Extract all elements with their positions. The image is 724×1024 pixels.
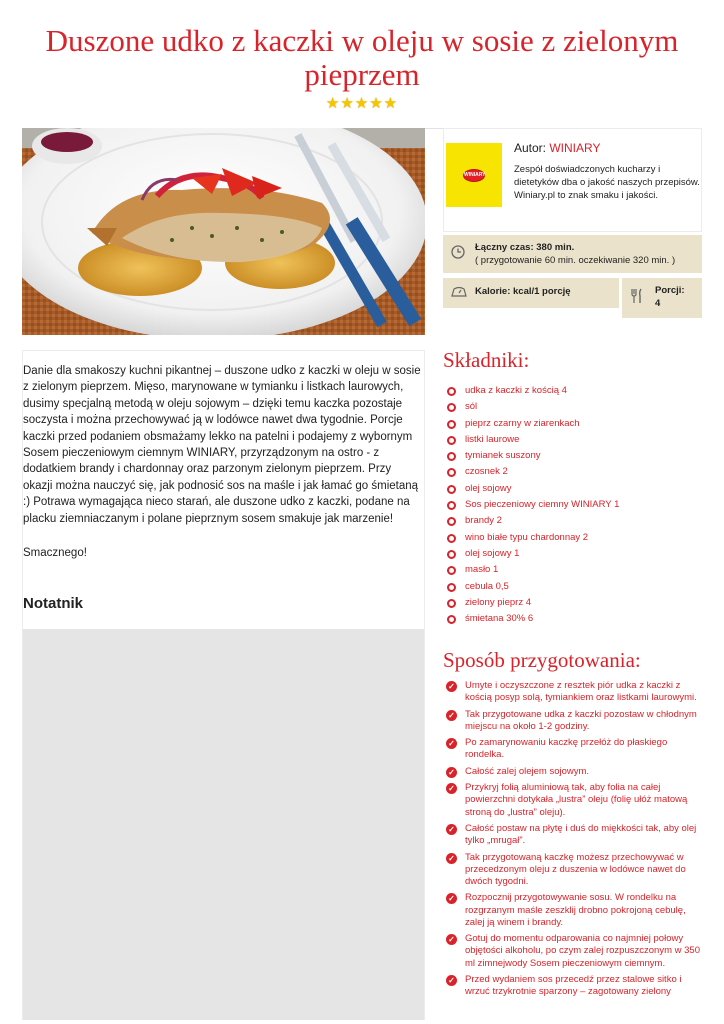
bullet-icon — [447, 452, 456, 461]
bullet-icon — [447, 501, 456, 510]
star-icon[interactable]: ★ — [325, 95, 341, 112]
author-link[interactable]: WINIARY — [549, 141, 601, 155]
calories: Kalorie: kcal/1 porcję — [475, 286, 571, 297]
portions-label: Porcji: — [655, 285, 685, 296]
winiary-logo-icon: WINIARY — [463, 169, 485, 182]
check-icon: ✓ — [446, 767, 457, 778]
star-icon[interactable]: ★ — [369, 95, 384, 112]
star-icon[interactable]: ★ — [383, 95, 399, 112]
winiary-logo — [446, 143, 502, 207]
preparation-steps — [446, 680, 700, 1003]
step-item: ✓ Całość postaw na płytę i duś do miękkości tak, aby olej tylko „mrugał”. — [446, 823, 700, 847]
bullet-icon — [447, 517, 456, 526]
step-item: ✓ Przed wydaniem sos przecedź przez stalowe sitko i wrzuć trzykrotnie sparzony – zagotowany zielony — [446, 974, 700, 998]
ingredient-item: tymianek suszony — [446, 449, 619, 465]
recipe-description: Danie dla smakoszy kuchni pikantnej – duszone udko z kaczki w oleju w sosie z zielonym pieprzem. Mięso, marynowane w tymianku i listkach laurowych, dusimy specjalną metodą w oleju sojowym – dzięki temu kaczka pozostaje soczysta i można przechowywać ją w lodówce nawet dwa tygodnie. Porcje kaczki przed podaniem obsmażamy lekko na patelni i podajemy z wybornym Sosem pieczeniowym ciemnym WINIARY, przyrządzonym na ostro - z dodatkiem brandy i chardonnay oraz parzonym zielonym pieprzem. Przy okazji można nauczyć się, jak podnosić sos na maśle i jak łamać go śmietaną :) Potrawa wymagająca nieco starań, ale duszone udko z kaczki, podane na placku ziemniaczanym i polane pieprznym sosem smakuje jak marzenie! — [23, 365, 421, 525]
scale-icon — [451, 284, 467, 301]
author-card — [443, 128, 702, 232]
ingredient-item: listki laurowe — [446, 433, 619, 449]
ingredient-item: olej sojowy — [446, 482, 619, 498]
bullet-icon — [447, 403, 456, 412]
bullet-icon — [447, 615, 456, 624]
ingredient-item: brandy 2 — [446, 514, 619, 530]
bullet-icon — [447, 534, 456, 543]
check-icon: ✓ — [446, 681, 457, 692]
bullet-icon — [447, 485, 456, 494]
total-time: Łączny czas: 380 min. — [475, 242, 575, 253]
ingredient-item: udka z kaczki z kością 4 — [446, 384, 619, 400]
bullet-icon — [447, 420, 456, 429]
ingredient-item: śmietana 30% 6 — [446, 612, 619, 628]
check-icon: ✓ — [446, 934, 457, 945]
time-info — [443, 235, 702, 273]
ingredient-item: sól — [446, 400, 619, 416]
author-description: Zespół doświadczonych kucharzy i dietetyków dba o jakość naszych przepisów. Winiary.pl to znak smaku i jakości. — [514, 164, 700, 201]
ingredients-list — [446, 384, 619, 628]
bullet-icon — [447, 566, 456, 575]
ingredients-heading: Składniki: — [443, 348, 530, 372]
bullet-icon — [447, 436, 456, 445]
ingredient-item: masło 1 — [446, 563, 619, 579]
time-breakdown: ( przygotowanie 60 min. oczekiwanie 320 min. ) — [475, 255, 676, 266]
cutlery-icon — [630, 288, 644, 307]
bullet-icon — [447, 387, 456, 396]
step-item: ✓ Tak przygotowaną kaczkę możesz przechowywać w przecedzonym oleju z duszenia w lodówce nawet do dwóch tygodni. — [446, 852, 700, 889]
recipe-photo — [22, 128, 425, 335]
check-icon: ✓ — [446, 738, 457, 749]
check-icon: ✓ — [446, 893, 457, 904]
portions-info — [622, 278, 702, 318]
check-icon: ✓ — [446, 783, 457, 794]
ingredient-item: cebula 0,5 — [446, 580, 619, 596]
ingredient-item: czosnek 2 — [446, 465, 619, 481]
ingredient-item: pieprz czarny w ziarenkach — [446, 417, 619, 433]
clock-icon — [451, 245, 465, 262]
check-icon: ✓ — [446, 824, 457, 835]
portions-value: 4 — [655, 298, 661, 309]
check-icon: ✓ — [446, 710, 457, 721]
bullet-icon — [447, 468, 456, 477]
step-item: ✓ Przykryj folią aluminiową tak, aby folia na całej powierzchni dotykała „lustra” oleju (folię ułóż matową stroną do „lustra” oleju). — [446, 782, 700, 819]
step-item: ✓ Tak przygotowane udka z kaczki pozostaw w chłodnym miejscu na około 1-2 godziny. — [446, 709, 700, 733]
step-item: ✓ Rozpocznij przygotowywanie sosu. W rondelku na rozgrzanym maśle zeszklij drobno pokrojoną cebulę, zalej ją winem i brandy. — [446, 892, 700, 929]
check-icon: ✓ — [446, 975, 457, 986]
description-panel — [22, 350, 425, 1020]
step-item: ✓ Po zamarynowaniu kaczkę przełóż do płaskiego rondelka. — [446, 737, 700, 761]
step-item: ✓ Gotuj do momentu odparowania co najmniej połowy objętości alkoholu, po czym zalej rozpuszczonym w 350 ml zimnejwody Sosem pieczeniowym ciemnym. — [446, 933, 700, 970]
star-icon[interactable]: ★ — [354, 95, 370, 112]
ingredient-item: Sos pieczeniowy ciemny WINIARY 1 — [446, 498, 619, 514]
star-icon[interactable]: ★ — [340, 95, 355, 112]
recipe-photo-illustration — [22, 128, 425, 335]
bullet-icon — [447, 599, 456, 608]
ingredient-item: zielony pieprz 4 — [446, 596, 619, 612]
notes-heading: Notatnik — [23, 595, 83, 612]
check-icon: ✓ — [446, 853, 457, 864]
ingredient-item: wino białe typu chardonnay 2 — [446, 531, 619, 547]
closing-text: Smacznego! — [23, 547, 87, 559]
preparation-heading: Sposób przygotowania: — [443, 648, 641, 672]
step-item: ✓ Całość zalej olejem sojowym. — [446, 766, 700, 778]
author-label: Autor: WINIARY — [514, 141, 601, 155]
rating-stars[interactable] — [0, 94, 724, 112]
calories-info — [443, 278, 619, 308]
notes-area[interactable] — [23, 629, 424, 1020]
bullet-icon — [447, 550, 456, 559]
ingredient-item: olej sojowy 1 — [446, 547, 619, 563]
recipe-title: Duszone udko z kaczki w oleju w sosie z zielonym pieprzem — [45, 23, 679, 92]
step-item: ✓ Umyte i oczyszczone z resztek piór udka z kaczki z kością posyp solą, tymiankiem oraz listkami laurowymi. — [446, 680, 700, 704]
bullet-icon — [447, 583, 456, 592]
